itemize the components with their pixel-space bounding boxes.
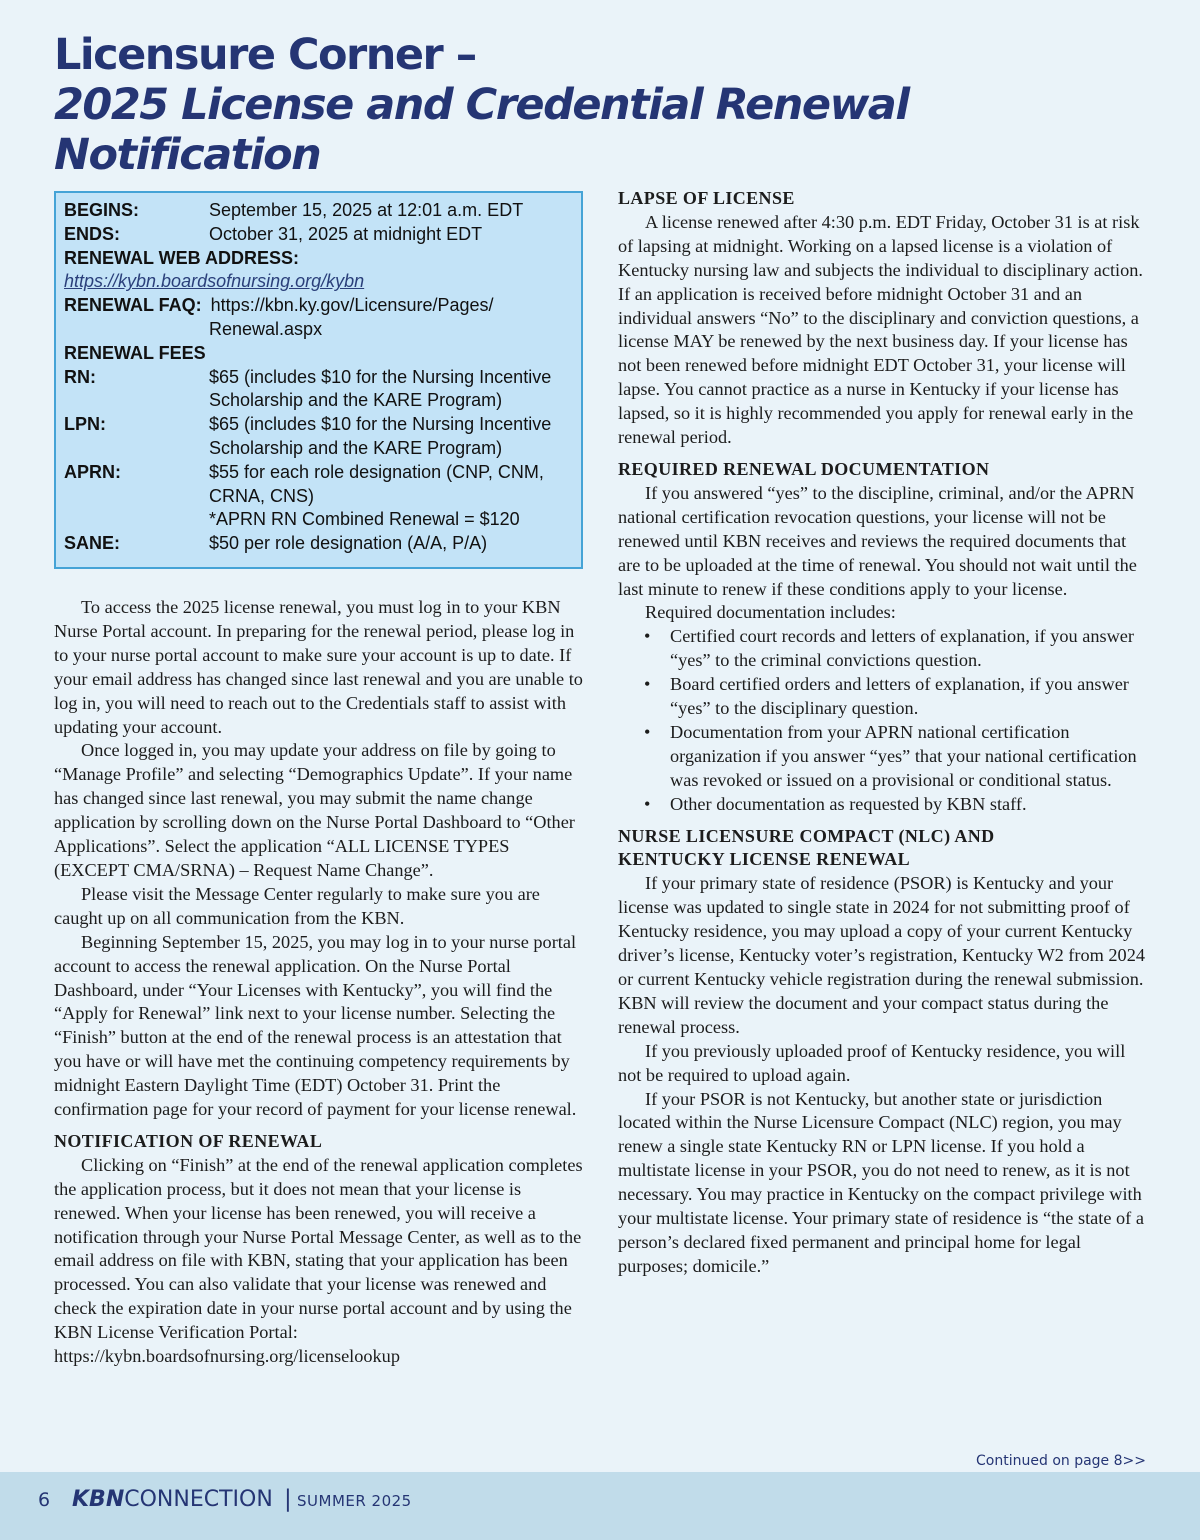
paragraph: Please visit the Message Center regularly to make sure you are caught up on all communication from the KBN. — [54, 883, 540, 928]
ends-value: October 31, 2025 at midnight EDT — [209, 223, 483, 244]
rn-value: $65 (includes $10 for the Nursing Incentive Scholarship and the KARE Program) — [209, 366, 552, 411]
paragraph: If you previously uploaded proof of Kentucky residence, you will not be required to upload again. — [618, 1040, 1126, 1085]
page-title — [54, 30, 1154, 180]
section-heading-nlc — [618, 825, 1150, 873]
section-heading-lapse: LAPSE OF LICENSE — [618, 188, 795, 208]
begins-label: BEGINS: — [64, 200, 140, 220]
list-item: • Documentation from your APRN national certification organization if you answer “yes” that your national certification was revoked or issued on a provisional or conditional status. — [670, 721, 1150, 793]
web-address-label: RENEWAL WEB ADDRESS: — [64, 247, 300, 268]
paragraph: Beginning September 15, 2025, you may log in to your nurse portal account to access the renewal application. On the Nurse Portal Dashboard, under “Your Licenses with Kentucky”, you will find the “Apply for Renewal” link next to your license number. Selecting the “Finish” button at the end of the renewal process is an attestation that you have or will have met the continuing competency requirements by midnight Eastern Daylight Time (EDT) October 31. Print the confirmation page for your record of payment for your license renewal. — [54, 931, 577, 1120]
brand-bold: KBN — [72, 1487, 125, 1512]
publication-name — [72, 1487, 273, 1512]
nlc-heading-line-1: NURSE LICENSURE COMPACT (NLC) AND — [618, 825, 995, 846]
begins-row — [64, 199, 573, 223]
continued-note: Continued on page 8>> — [976, 1453, 1146, 1469]
paragraph: Required documentation includes: — [645, 602, 896, 623]
aprn-label: APRN: — [64, 461, 121, 482]
ends-label: ENDS: — [64, 223, 121, 244]
aprn-combined-fee: *APRN RN Combined Renewal = $120 — [209, 509, 520, 530]
rn-label: RN: — [64, 366, 96, 387]
paragraph: To access the 2025 license renewal, you must log in to your KBN Nurse Portal account. In preparing for the renewal period, please log in to your nurse portal account to make sure your account is up to date. If your email address has changed since last renewal and you are unable to log in, you will need to reach out to the Credentials staff to assist with updating your account. — [54, 597, 583, 737]
sane-fee-row — [64, 532, 573, 556]
left-body — [54, 596, 584, 1369]
right-column — [618, 187, 1150, 1279]
paragraph: If your primary state of residence (PSOR) is Kentucky and your license was updated to single state in 2024 for not submitting proof of Kentucky residence, you may upload a copy of your current Kentucky driver’s license, Kentucky voter’s registration, Kentucky W2 from 2024 or current Kentucky vehicle registration during the renewal submission. KBN will review the document and your compact status during the renewal process. — [618, 873, 1145, 1037]
paragraph: If your PSOR is not Kentucky, but another state or jurisdiction located within the Nurse Licensure Compact (NLC) region, you may renew a single state Kentucky RN or LPN license. If you hold a multistate license in your PSOR, you do not need to renew, as it is not necessary. You may practice in Kentucky on the compact privilege with your multistate license. Your primary state of residence is “the state of a person’s declared fixed permanent and principal home for legal purposes; domicile.” — [618, 1088, 1144, 1276]
issue-label: SUMMER 2025 — [297, 1492, 412, 1510]
sane-label: SANE: — [64, 533, 121, 554]
section-heading-required: REQUIRED RENEWAL DOCUMENTATION — [618, 458, 990, 479]
rn-fee-row — [64, 366, 573, 414]
title-line-1: Licensure Corner – — [54, 30, 476, 80]
paragraph: A license renewed after 4:30 p.m. EDT Friday, October 31 is at risk of lapsing at midnight. Working on a lapsed license is a violation of Kentucky nursing law and subjects the individual to disciplinary action. If an application is received before midnight October 31 and an individual answers “No” to the disciplinary and conviction questions, a license MAY be renewed by the next business day. If your license has not been renewed before midnight EDT October 31, your license will lapse. You cannot practice as a nurse in Kentucky if your license has lapsed, so it is highly recommended you apply for renewal early in the renewal period. — [618, 211, 1143, 448]
title-line-2: 2025 License and Credential Renewal Notification — [54, 80, 909, 180]
required-docs-list — [618, 625, 1150, 816]
aprn-value: $55 for each role designation (CNP, CNM, CRNA, CNS) — [209, 461, 544, 506]
renewal-web-link[interactable]: https://kybn.boardsofnursing.org/kybn — [64, 271, 365, 292]
page-footer — [0, 1472, 1200, 1540]
paragraph: If you answered “yes” to the discipline, criminal, and/or the APRN national certification revocation questions, your license will not be renewed until KBN receives and reviews the required documents that are to be uploaded at the time of renewal. You should not wait until the last minute to renew if these conditions apply to your license. — [618, 482, 1137, 599]
renewal-info-box — [54, 191, 583, 569]
faq-value-continued: Renewal.aspx — [209, 318, 323, 339]
sane-value: $50 per role designation (A/A, P/A) — [209, 533, 488, 554]
begins-value: September 15, 2025 at 12:01 a.m. EDT — [209, 200, 524, 220]
fees-heading: RENEWAL FEES — [64, 342, 206, 363]
aprn-fee-row — [64, 461, 573, 509]
list-item: • Certified court records and letters of explanation, if you answer “yes” to the criminal convictions question. — [670, 625, 1150, 673]
brand-rest: CONNECTION — [124, 1487, 273, 1512]
left-column — [54, 191, 584, 1369]
lpn-fee-row — [64, 413, 573, 461]
page-number: 6 — [38, 1489, 51, 1511]
footer-separator: | — [284, 1486, 292, 1512]
paragraph: Clicking on “Finish” at the end of the renewal application completes the application process, but it does not mean that your license is renewed. When your license has been renewed, you will receive a notification through your Nurse Portal Message Center, as well as to the email address on file with KBN, stating that your application has been processed. You can also validate that your license was renewed and check the expiration date in your nurse portal account and by using the KBN License Verification Portal: https://kybn.boardsofnursing.org/licenselookup — [54, 1154, 583, 1367]
list-item: • Board certified orders and letters of explanation, if you answer “yes” to the disciplinary question. — [670, 673, 1150, 721]
ends-row — [64, 223, 573, 247]
lpn-value: $65 (includes $10 for the Nursing Incentive Scholarship and the KARE Program) — [209, 414, 552, 458]
list-item: • Other documentation as requested by KBN staff. — [670, 793, 1150, 817]
lpn-label: LPN: — [64, 414, 106, 435]
nlc-heading-line-2: KENTUCKY LICENSE RENEWAL — [618, 849, 910, 870]
faq-value: https://kbn.ky.gov/Licensure/Pages/ — [210, 295, 494, 316]
faq-label: RENEWAL FAQ: — [64, 295, 202, 316]
faq-row — [64, 294, 573, 318]
section-heading-notification: NOTIFICATION OF RENEWAL — [54, 1130, 323, 1151]
paragraph: Once logged in, you may update your address on file by going to “Manage Profile” and selecting “Demographics Update”. If your name has changed since last renewal, you may submit the name change application by scrolling down on the Nurse Portal Dashboard to “Other Applications”. Select the application “ALL LICENSE TYPES (EXCEPT CMA/SRNA) – Request Name Change”. — [54, 740, 575, 880]
